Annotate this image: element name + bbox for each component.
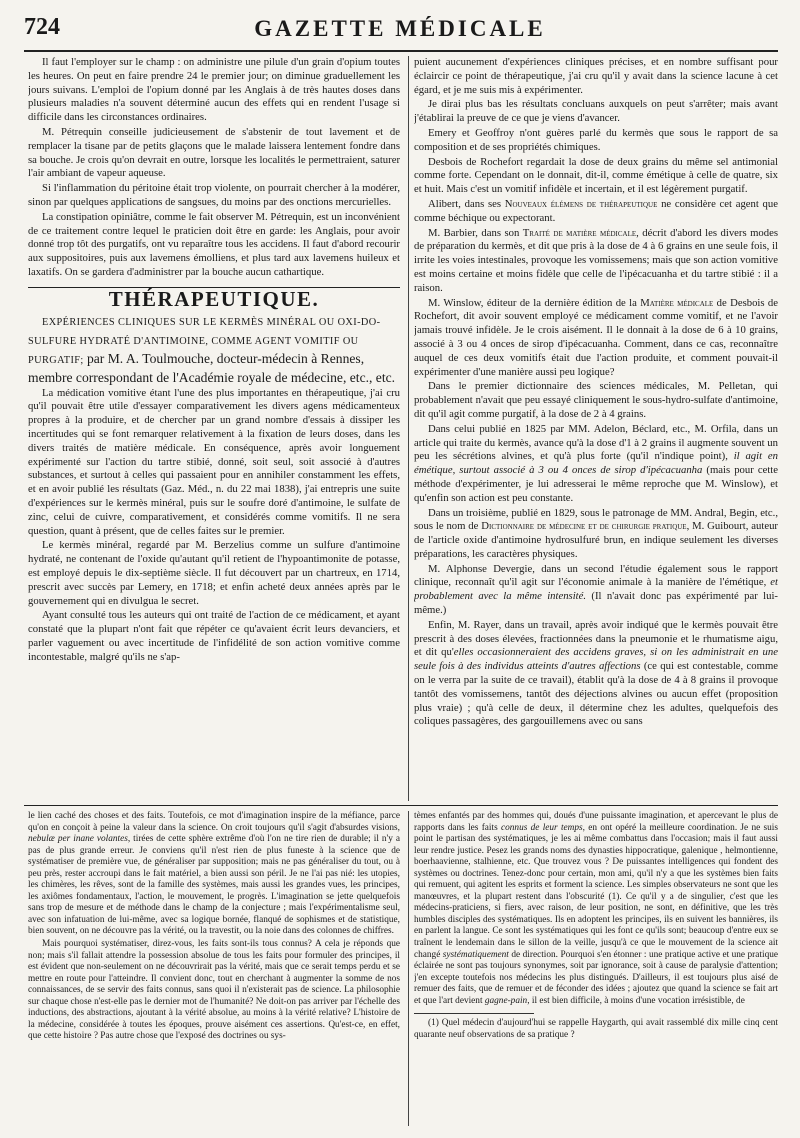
italic-run: elles occasionneraient des accidens graves, si on les administrait en une seule fois à des individus atteints d'autres affections	[414, 646, 778, 673]
text-run: ne considère cet agent que comme béchique ou expectorant.	[414, 197, 778, 224]
paragraph: Le kermès minéral, regardé par M. Berzelius comme un sulfure d'antimoine hydraté, ne contenant de l'oxide qu'autant qu'il retient de l'hypoantimonite de potasse, est employé depuis le dix-septième siècle. Il fut découvert par un chartreux, en 1714, prescrit avec succès par Lemery, en 1718; et enfin acheté deux années après par le gouvernement qui en divulgua le secret.	[28, 539, 400, 607]
book-title: Matière médicale	[640, 296, 714, 309]
paragraph	[414, 563, 778, 618]
text-run: Enfin, M. Rayer, dans un travail, après avoir indiqué que le kermès pouvait être prescrit à des doses élevées, fractionnées dans la pneumonie et le rhumatisme aigu, et dit qu'	[414, 618, 778, 659]
text-run: , décrit d'abord les divers modes de préparation du kermès, et dit que pris à la dose de 4 à 6 grains en une seule fois, il irrite les voies intestinales, provoque les vomissemens; mais que son action vomitive est moins certaine et moins fidèle que celle de l'ipécacuanha et du tartre stibié : il a raison.	[414, 226, 778, 294]
paragraph	[414, 227, 778, 296]
paragraph	[414, 423, 778, 506]
footnote-rule	[414, 1013, 534, 1014]
paragraph	[414, 619, 778, 729]
text-run: M. Barbier, dans son	[428, 226, 523, 239]
paragraph: Desbois de Rochefort regardait la dose de deux grains du même sel antimonial comme forte. Cependant on le donnait, dit-il, comme émétique à celle de quatre, six et huit. Mais c'est un vomitif infidèle et incertain, et il est légèrement purgatif.	[414, 155, 778, 196]
text-run: Alibert, dans ses	[428, 197, 505, 210]
paragraph: Emery et Geoffroy n'ont guères parlé du kermès que sous le rapport de sa composition et de ses propriétés chimiques.	[414, 126, 778, 153]
article-title-text: EXPÉRIENCES CLINIQUES SUR LE KERMÈS MINÉRAL OU OXI-DO-SULFURE HYDRATÉ D'ANTIMOINE, COMME AGENT VOMITIF OU PURGATIF;	[28, 316, 381, 366]
lower-right-column	[414, 811, 778, 1129]
book-title: Dictionnaire de médecine et de chirurgie pratique	[481, 520, 687, 533]
text-run: le lien caché des choses et des faits. Toutefois, ce mot d'imagination inspire de la méfiance, parce qu'on en conçoit à peine la valeur dans la science. On croit toujours qu'il s'agit d'absurdes visions,	[28, 811, 400, 833]
paragraph: Dans le premier dictionnaire des sciences médicales, M. Pelletan, qui probablement n'avait que peu essayé cliniquement le sous-hydro-sulfate d'antimoine, dit qu'il agit comme purgatif, à la dose de 2 à 4 grains.	[414, 380, 778, 420]
text-run: Dans celui publié en 1825 par MM. Adelon, Béclard, etc., M. Orfila, dans un article qui traite du kermès, avance qu'à la dose d'1 à 2 grains il augmente souvent un peu les sécrétions alvines, et qu'à plus forte (qu'il n'indique point),	[414, 422, 778, 463]
text-run: de direction. Pourquoi s'en étonner : une pratique active et une pratique éclairée ne sont pas toujours synonymes, soit par ignorance, soit à cause de paralysie d'attention; j'en excepte toutefois nos médecins les plus distingués. D'ailleurs, il est toujours plus aisé de remuer des faits, que de remuer et de féconder des idées ; ajoutez que quand la science se fait art et que l'art devient	[414, 949, 778, 1006]
paragraph: Je dirai plus bas les résultats concluans auxquels on peut s'arrêter; mais avant j'établirai la preuve de ce que je viens d'avancer.	[414, 98, 778, 125]
text-run: , il est bien difficile, à moins d'une vocation irrésistible, de	[527, 995, 745, 1006]
text-run: M. Winslow, éditeur de la dernière édition de la	[428, 296, 641, 309]
paragraph: puient aucunement d'expériences cliniques précises, et en nombre suffisant pour éclaircir ce point de thérapeutique, j'ai cru qu'il y avait dans la science lacune à cet égard, et je me suis mis à expérimenter.	[414, 56, 778, 96]
text-run: (mais pour cette méthode d'expérimenter, je lui adresserai le même reproche que M. Winslow), et qu'enfin son action est peu constante.	[414, 464, 778, 504]
book-title: Traité de matière médicale	[522, 226, 637, 239]
paragraph: La médication vomitive étant l'une des plus importantes en thérapeutique, j'ai cru qu'il pouvait être utile d'essayer comparativement les divers agens médicamenteux propres à la produire, et de chercher par un grand nombre d'essais à dissiper les incertitudes qui se font remarquer relativement à la fixation de leurs doses, dans les divers traités de matière médicale. En conséquence, après avoir longuement expérimenté sur l'action du tartre stibié, donné, soit seul, soit associé à d'autres substances, et surtout à celles qui passaient pour en annihiler constamment les effets, et en avoir publié les résultats (Gaz. Méd., n. du 22 mai 1838), j'ai entrepris une suite d'expériences sur le kermès minéral, puis sur le soufre doré d'antimoine, le sulfate de zinc, celui de cuivre, comparativement, et considérés comme vomitifs. Il ne sera question, quant à présent, que de celles faites sur le premier.	[28, 386, 400, 537]
paragraph: Ayant consulté tous les auteurs qui ont traité de l'action de ce médicament, et ayant constaté que la plupart n'ont fait que répéter ce qu'avaient écrit leurs devanciers, et parler vaguement ou avec incertitude de l'infidélité de son action vomitive comme incontestable, malgré qu'ils ne s'ap-	[28, 609, 400, 663]
paragraph	[414, 507, 778, 562]
column-rule-upper	[408, 56, 409, 801]
text-run: de Desbois de Rochefort, dit avoir souvent employé ce médicament comme vomitif, et ne l'avoir jamais trouvé infidèle. Je le crois aisément. Il le donnait à la dose de 6 à 10 grains, associé à 3 ou 4 onces de sirop d'ipécacuanha. Comment, dans ce cas, reconnaître auquel de ces deux vomitifs était due l'action produite, et comment pouvait-il expérimenter d'une manière aussi peu logique?	[414, 296, 778, 378]
paragraph: Il faut l'employer sur le champ : on administre une pilule d'un grain d'opium toutes les heures. On peut en faire prendre 24 le premier jour; on diminue graduellement les jours suivans. L'emploi de l'opium donné par les Anglais à de très hautes doses dans plusieurs maladies n'a souvent déterminé aucun des effets qui en rendent l'usage si difficile dans les circonstances ordinaires.	[28, 56, 400, 124]
text-run: , en ont opéré la meilleure coordination. Je ne suis point le partisan des systématiques, je les ai même combattus dans l'occasion; mais il faut aussi leur rendre justice. Pesez les grands noms des dynasties hippocratique, galenique , helmontienne, boerhaavienne, stalhienne, etc. Que trouvez vous ? De puissantes intelligences qui fondent des systèmes ou doctrines. Tenez-donc pour certain, mon ami, qu'il n'y a que les systèmes bien faits qui remuent, qui agitent les esprits et forment la science. Les simples observateurs ne sont que les manœuvres, et la plupart restent dans l'obscurité (1). Ce qu'il y a de singulier, c'est que les médecins-praticiens, si fiers, avec raison, de leur position, ne sont, en définitive, que les très humbles disciples des systématiques. Ils en adoptent les principes, ils en suivent les bannières, ils en parlent la langue. Ce sont les systématiques qui les font ce qu'ils sont; beaucoup d'entre eux se traînent le lendemain dans le sillon de la veille, jusqu'à ce que le mouvement de la science ait changé	[414, 822, 778, 960]
article-author: par M. A. Toulmouche, docteur-médecin à Rennes, membre correspondant de l'Académie royale de médecine, etc., etc.	[28, 350, 396, 385]
upper-right-column	[414, 56, 778, 801]
feuilleton-rule	[24, 805, 778, 806]
paragraph: La constipation opiniâtre, comme le fait observer M. Pétrequin, est un inconvénient de ce traitement contre lequel le praticien doit être en garde: les Anglais, pour avoir donné trop tôt des purgatifs, ont vu reparaître tous les accidens. Il faut d'abord recourir aux suppositoires, puis aux lavemens émolliens, et plus tard aux lavemens huileux et laxatifs. On se gardera d'administrer par la bouche aucun cathartique.	[28, 210, 400, 278]
paragraph: Mais pourquoi systématiser, direz-vous, les faits sont-ils tous connus? A cela je réponds que non; mais s'il fallait attendre la possession absolue de tous les faits pour formuler des principes, il est évident que non-seulement on ne découvrirait pas la vérité, mais que ce serait temps perdu et se mettre en route pour l'atteindre. Il convient donc, tout en cherchant à augmenter la somme de nos connaissances, de se servir des faits connus, sans quoi il n'existerait pas de science. La philosophie sur chaque chose n'est-elle pas le dernier mot de l'humanité? Ne doit-on pas arriver par l'échelle des inductions, des abstractions, ajoutant à la vérité absolue, au moins à la vérité relative? L'histoire de la médecine, considérée à toutes les époques, prouve aisément ces assertions. Qu'est-ce, en effet, que cette histoire ? Pas autre chose que l'exposé des doctrines ou sys-	[28, 939, 400, 1042]
text-run: , tirées de cette sphère extrême d'où l'on ne tire rien de durable; il n'y a pas de plus grande erreur. Je conviens qu'il n'est rien de plus funeste à la science que de systématiser de première vue, de généraliser par supposition; mais ne pas généraliser du tout, ou à peu près, rester accroupi dans le fait matériel, a bien aussi son péril. Je ne l'ai pas nié: les utopies, les chimères, les rêves, sont de la famille des systèmes, mais aussi les grandes vues, les principes, les axiômes fondamentaux, l'action, le mouvement, le progrès. L'imagination se jette quelquefois sans trop de mesure et de méthode dans le champ de la conjecture ; mais l'expérimentalisme seul, avec son infatuation de lui-même, avec sa logique bornée, flanqué de sophismes et de statistique, bien souvent, on ne découvre pas la vérité, ou la travestit, ou la noie dans des colonnes de chiffres.	[28, 834, 400, 937]
upper-left-column	[28, 56, 400, 801]
article-title	[28, 312, 400, 386]
text-run: (ce qui est contestable, comme on le verra par la suite de ce travail), établit qu'à la dose de 4 à 8 grains il provoque tantôt des vomissemens, tantôt des déjections alvines ou aucun effet (proposition plus vraie) ; qu'à celle de deux, il détermine chez les adultes, quelquefois des coliques passagères, des gargouillemens avec ou sans	[414, 660, 778, 728]
paragraph: M. Pétrequin conseille judicieusement de s'abstenir de tout lavement et de remplacer la tisane par de petits glaçons que le malade laissera lentement fondre dans sa bouche. Je crois qu'on devrait en outre, lorsque les localités le permettraient, saturer l'air ambiant de vapeur aqueuse.	[28, 125, 400, 180]
italic-run: il agit en émétique, surtout associé à 3 ou 4 onces de sirop d'ipécacuanha	[414, 450, 778, 477]
section-heading: THÉRAPEUTIQUE.	[108, 286, 320, 311]
header-rule	[24, 50, 778, 52]
paragraph	[414, 198, 778, 226]
text-run: Dans un troisième, publié en 1829, sous le patronage de MM. Andral, Begin, etc., sous le nom de	[414, 506, 778, 533]
text-run: tèmes enfantés par des hommes qui, doués d'une puissante imagination, et apercevant le plus de rapports dans les faits	[414, 811, 778, 833]
paragraph: Si l'inflammation du péritoine était trop violente, on pourrait chercher à la modérer, sinon par quelques applications de sangsues, du moins par des onctions mercurielles.	[28, 182, 400, 208]
footnote: (1) Quel médecin d'aujourd'hui se rappelle Haygarth, qui avait rassemblé dix mille cinq cent quarante neuf observations de sa pratique ?	[414, 1018, 778, 1040]
paragraph	[28, 811, 400, 938]
page-number: 724	[24, 14, 60, 40]
italic-run: gagne-pain	[484, 995, 528, 1006]
lower-left-column	[28, 811, 400, 1129]
italic-run: et probablement avec la même intensité.	[414, 576, 778, 603]
italic-run: nebulæ per inane volantes	[28, 834, 128, 845]
column-rule-lower	[408, 811, 409, 1126]
text-run: M. Alphonse Devergie, dans un second l'étudie également sous le rapport clinique, reconnaît qu'il agit sur l'économie animale à la manière de l'émétique,	[414, 562, 778, 589]
book-title: Nouveaux élémens de thérapeutique	[504, 197, 658, 210]
paragraph	[414, 297, 778, 380]
paragraph	[414, 811, 778, 1007]
running-head: GAZETTE MÉDICALE	[254, 16, 546, 41]
italic-run: systématiquement	[442, 949, 509, 960]
text-run: , M. Guibourt, auteur de l'article oxide d'antimoine hydrosulfuré brun, en indique seulement les diverses préparations, les caractères physiques.	[414, 520, 778, 560]
text-run: (Il n'avait donc pas expérimenté par lui-même.)	[414, 590, 778, 617]
italic-run: connus de leur temps	[501, 822, 583, 833]
